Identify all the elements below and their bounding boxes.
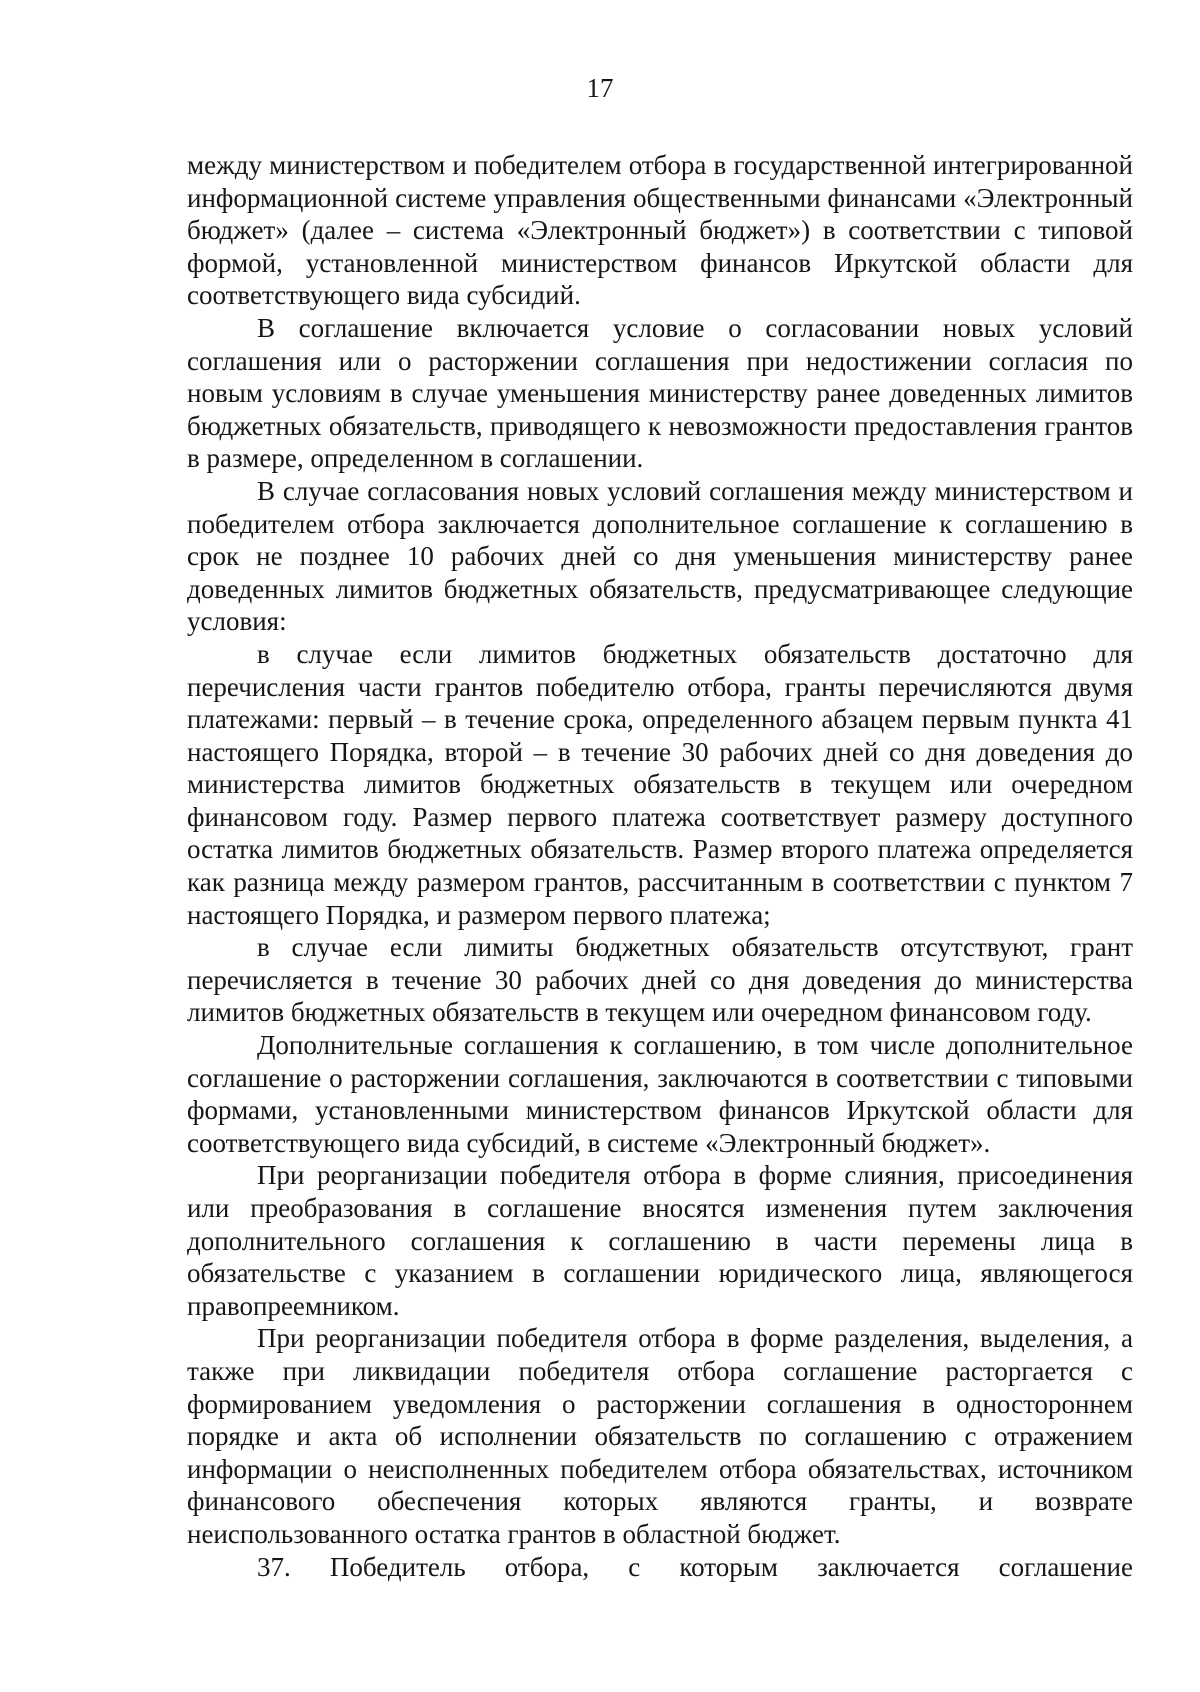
page-number: 17 bbox=[586, 73, 614, 103]
paragraph: В случае согласования новых условий соглашения между министерством и победителем отбора заключается дополнительное соглашение к соглашению в срок не позднее 10 рабочих дней со дня уменьшения министерству ранее доведенных лимитов бюджетных обязательств, предусматривающее следующие условия: bbox=[187, 475, 1133, 637]
paragraph: Дополнительные соглашения к соглашению, в том числе дополнительное соглашение о расторжении соглашения, заключаются в соответствии с типовыми формами, установленными министерством финансов Иркутской области для соответствующего вида субсидий, в системе «Электронный бюджет». bbox=[187, 1030, 1133, 1158]
paragraph: в случае если лимитов бюджетных обязательств достаточно для перечисления части грантов победителю отбора, гранты перечисляются двумя платежами: первый – в течение срока, определенного абзацем первым пункта 41 настоящего Порядка, второй – в течение 30 рабочих дней со дня доведения до министерства лимитов бюджетных обязательств в текущем или очередном финансовом году. Размер первого платежа соответствует размеру доступного остатка лимитов бюджетных обязательств. Размер второго платежа определяется как разница между размером грантов, рассчитанным в соответствии с пунктом 7 настоящего Порядка, и размером первого платежа; bbox=[187, 638, 1133, 930]
paragraph-continuation: между министерством и победителем отбора в государственной интегрированной информационной системе управления общественными финансами «Электронный бюджет» (далее – система «Электронный бюджет») в соответствии с типовой формой, установленной министерством финансов Иркутской области для соответствующего вида субсидий. bbox=[187, 150, 1133, 311]
document-body bbox=[187, 149, 1133, 1583]
paragraph: При реорганизации победителя отбора в форме слияния, присоединения или преобразования в соглашение вносятся изменения путем заключения дополнительного соглашения к соглашению в части перемены лица в обязательстве с указанием в соглашении юридического лица, являющегося правопреемником. bbox=[187, 1160, 1133, 1321]
paragraph-item-37: 37. Победитель отбора, с которым заключается соглашение bbox=[257, 1551, 1133, 1582]
paragraph: в случае если лимиты бюджетных обязательств отсутствуют, грант перечисляется в течение 30 рабочих дней со дня доведения до министерства лимитов бюджетных обязательств в текущем или очередном финансовом году. bbox=[187, 932, 1133, 1028]
paragraph: При реорганизации победителя отбора в форме разделения, выделения, а также при ликвидации победителя отбора соглашение расторгается с формированием уведомления о расторжении соглашения в одностороннем порядке и акта об исполнении обязательств по соглашению с отражением информации о неисполненных победителем отбора обязательствах, источником финансового обеспечения которых являются гранты, и возврате неиспользованного остатка грантов в областной бюджет. bbox=[187, 1323, 1133, 1549]
paragraph: В соглашение включается условие о согласовании новых условий соглашения или о расторжении соглашения при недостижении согласия по новым условиям в случае уменьшения министерству ранее доведенных лимитов бюджетных обязательств, приводящего к невозможности предоставления грантов в размере, определенном в соглашении. bbox=[187, 312, 1133, 474]
